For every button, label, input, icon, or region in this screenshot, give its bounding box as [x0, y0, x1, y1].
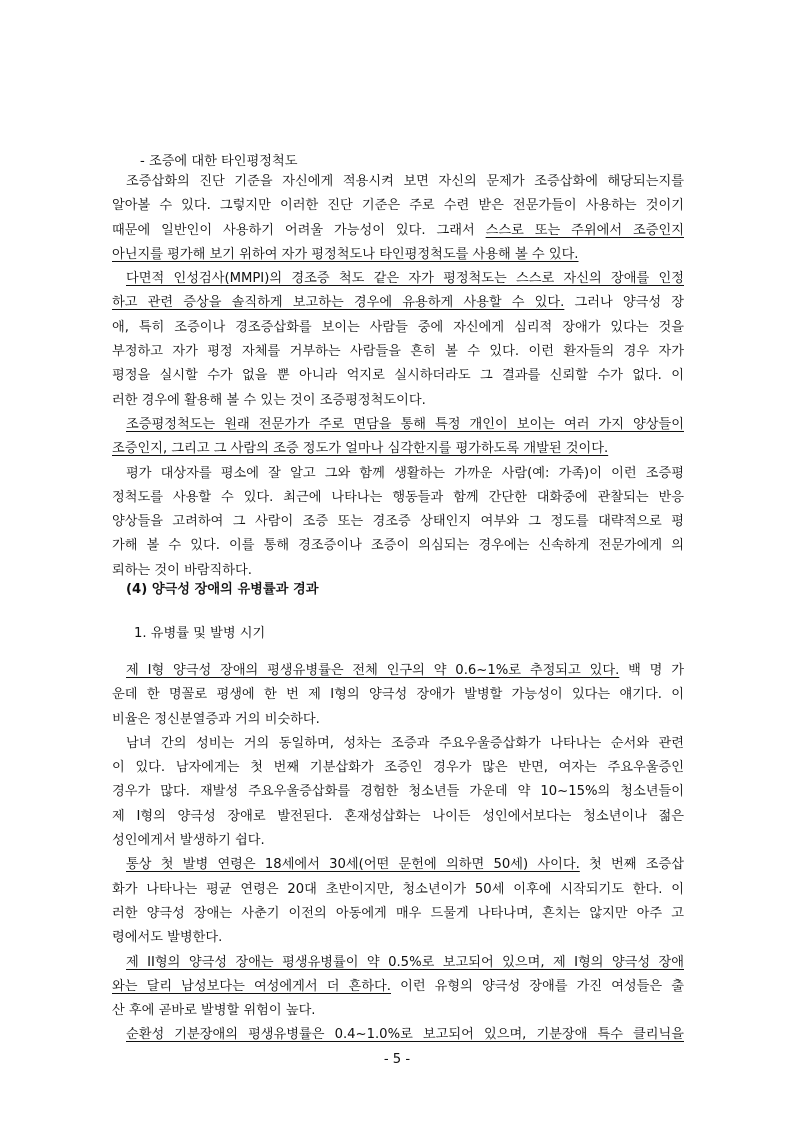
text-line	[112, 683, 684, 707]
subsection-heading: - 조증에 대한 타인평정척도	[140, 154, 298, 169]
text-line	[112, 975, 684, 999]
text-segment: 성인에게서 발생하기 쉽다.	[112, 833, 265, 849]
paragraph	[112, 853, 684, 950]
text-line	[112, 926, 684, 950]
text-segment: 러한 경우에 활용해 볼 수 있는 것이 조증평정척도이다.	[112, 392, 426, 408]
section-a-body	[112, 170, 684, 583]
text-segment: 러한 양극성 장애는 사춘기 이전의 아동에게 매우 드물게 나타나며, 흔치는 않지만 아주 고	[112, 905, 684, 921]
text-line	[112, 413, 684, 437]
underlined-text: 조증인지, 그리고 그 사람의 조증 정도가 얼마나 심각한지를 평가하도록 개발된 것이다.	[112, 441, 609, 457]
text-line	[112, 805, 684, 829]
text-line	[112, 756, 684, 780]
underlined-text: 하고 관련 증상을 솔직하게 보고하는 경우에 유용하게 사용할 수 있다.	[112, 295, 565, 311]
text-segment: 평가 대상자를 평소에 잘 알고 그와 함께 생활하는 가까운 사람(예: 가족)이 이런 조증평	[126, 465, 684, 481]
text-line	[112, 291, 684, 315]
text-segment: 백 명 가	[619, 663, 684, 678]
text-segment: 이 있다. 남자에게는 첫 번째 기분삽화가 조증인 경우가 많은 반면, 여자는 주요우울증인	[112, 760, 684, 776]
text-segment: 화가 나타나는 평균 연령은 20대 초반이지만, 청소년이가 50세 이후에 시작되기도 한다. 이	[112, 881, 684, 897]
underlined-text: 제 II형의 양극성 장애는 평생유병률이 약 0.5%로 보고되어 있으며, 제 I형의 양극성 장애	[126, 954, 684, 970]
text-segment: 가해 볼 수 있다. 이를 통해 경조증이나 조증이 의심되는 경우에는 신속하게 전문가에게 의	[112, 538, 684, 554]
text-line	[112, 659, 684, 683]
underlined-text: 아닌지를 평가해 보기 위하여 자가 평정척도나 타인평정척도를 사용해 볼 수 있다.	[112, 246, 579, 262]
paragraph	[112, 732, 684, 853]
text-segment: 양상들을 고려하여 그 사람이 조증 또는 경조증 상태인지 여부와 그 정도를 대략적으로 평	[112, 514, 684, 530]
underlined-text: 와는 달리 남성보다는 여성에게서 더 흔하다.	[112, 978, 391, 994]
text-line	[112, 951, 684, 975]
text-segment: 첫 번째 조증삽	[579, 857, 684, 873]
text-line	[112, 364, 684, 388]
text-line	[112, 878, 684, 902]
text-line	[112, 510, 684, 534]
text-line	[112, 316, 684, 340]
text-line	[112, 462, 684, 486]
text-segment: 평정을 실시할 수가 없을 뿐 아니라 억지로 실시하더라도 그 결과를 신뢰할 수가 없다. 이	[112, 368, 684, 384]
text-line	[112, 340, 684, 364]
underlined-text: 제 I형 양극성 장애의 평생유병률은 전체 인구의 약 0.6~1%로 추정되고 있다.	[126, 663, 620, 678]
paragraph	[112, 413, 684, 462]
text-segment: 령에서도 발병한다.	[112, 930, 223, 946]
text-line	[112, 486, 684, 510]
text-segment: 비율은 정신분열증과 거의 비슷하다.	[112, 711, 320, 727]
text-segment: 정척도를 사용할 수 있다. 최근에 나타나는 행동들과 함께 간단한 대화중에 관찰되는 반응	[112, 489, 684, 505]
text-line	[112, 267, 684, 291]
underlined-text: 순환성 기분장애의 평생유병률은 0.4~1.0%로 보고되어 있으며, 기분장애 특수 클리닉을	[126, 1027, 684, 1043]
text-line	[112, 219, 684, 243]
text-line	[112, 389, 684, 413]
text-line	[112, 1023, 684, 1047]
subsection-heading-2: 1. 유병률 및 발병 시기	[134, 626, 266, 641]
text-line	[112, 534, 684, 558]
text-line	[112, 194, 684, 218]
text-segment: 부정하고 자가 평정 자체를 거부하는 사람들을 흔히 볼 수 있다. 이런 환자들의 경우 자가	[112, 344, 684, 360]
paragraph	[112, 267, 684, 413]
text-line	[112, 437, 684, 461]
underlined-text: 스스로 또는 주위에서 조증인지	[485, 222, 684, 238]
paragraph	[112, 951, 684, 1024]
paragraph	[112, 170, 684, 267]
text-segment: 남녀 간의 성비는 거의 동일하며, 성차는 조증과 주요우울증삽화가 나타나는 순서와 관련	[126, 735, 684, 751]
text-segment: 경우가 많다. 재발성 주요우울증삽화를 경험한 청소년들 가운데 약 10~15%의 청소년들이	[112, 784, 684, 800]
text-segment: 그러나 양극성 장	[564, 295, 684, 311]
text-line	[112, 780, 684, 804]
text-line	[112, 170, 684, 194]
section-heading: (4) 양극성 장애의 유병률과 경과	[126, 582, 319, 597]
underlined-text: 조증평정척도는 원래 전문가가 주로 면담을 통해 특정 개인이 보이는 여러 가지 양상들이	[126, 416, 684, 432]
paragraph	[112, 1023, 684, 1047]
paragraph	[112, 659, 684, 732]
text-segment: 애, 특히 조증이나 경조증삽화를 보이는 사람들 중에 자신에게 심리적 장애가 있다는 것을	[112, 319, 684, 335]
text-line	[112, 243, 684, 267]
paragraph	[112, 462, 684, 583]
underlined-text: 다면적 인성검사(MMPI)의 경조증 척도 같은 자가 평정척도는 스스로 자신의 장애를 인정	[126, 271, 684, 287]
text-line	[112, 829, 684, 853]
text-segment: 제 I형의 양극성 장애로 발전된다. 혼재성삽화는 나이든 성인에서보다는 청소년이나 젊은	[112, 808, 684, 824]
text-segment: 알아볼 수 있다. 그렇지만 이러한 진단 기준은 주로 수련 받은 전문가들이 사용하는 것이기	[112, 198, 684, 214]
text-line	[112, 853, 684, 877]
text-segment: 때문에 일반인이 사용하기 어려울 가능성이 있다. 그래서	[112, 222, 486, 238]
underlined-text: 통상 첫 발병 연령은 18세에서 30세(어떤 문헌에 의하면 50세) 사이다.	[126, 857, 580, 873]
page-number: - 5 -	[383, 1052, 411, 1067]
text-segment: 조증삽화의 진단 기준을 자신에게 적용시켜 보면 자신의 문제가 조증삽화에 해당되는지를	[126, 174, 684, 189]
text-line	[112, 732, 684, 756]
text-segment: 운데 한 명꼴로 평생에 한 번 제 I형의 양극성 장애가 발병할 가능성이 있다는 얘기다. 이	[112, 687, 684, 703]
text-segment: 이런 유형의 양극성 장애를 가진 여성들은 출	[391, 978, 684, 994]
text-segment: 뢰하는 것이 바람직하다.	[112, 562, 252, 578]
text-line	[112, 902, 684, 926]
text-line	[112, 999, 684, 1023]
text-line	[112, 708, 684, 732]
section-b-body	[112, 659, 684, 1048]
text-segment: 산 후에 곧바로 발병할 위험이 높다.	[112, 1003, 316, 1019]
